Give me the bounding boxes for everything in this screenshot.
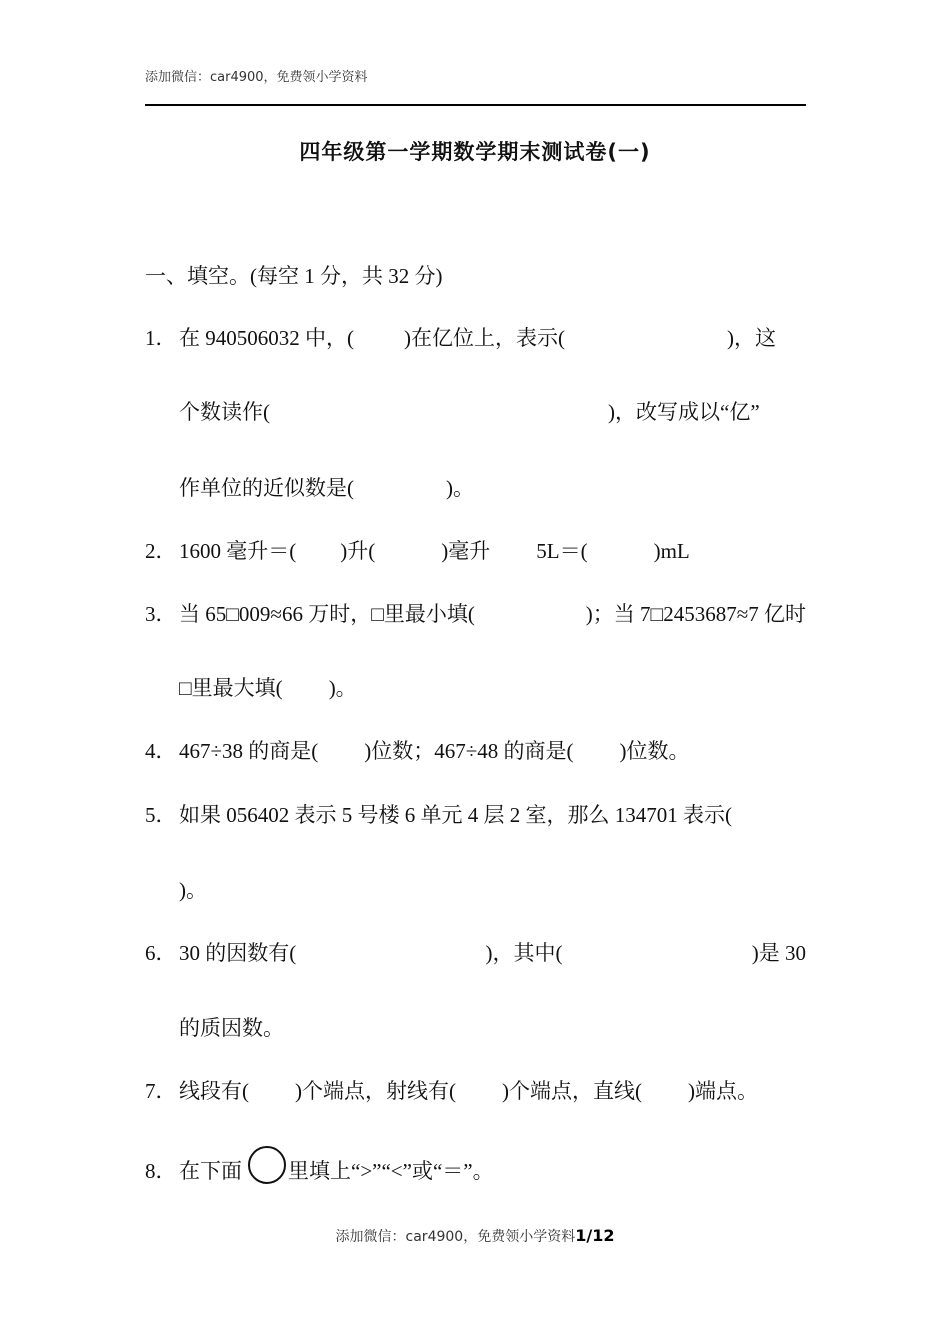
q7-text-d: )端点。: [688, 1079, 758, 1103]
q2-text-b: )升(: [340, 539, 376, 563]
q1-text-a: 在 940506032 中，(: [179, 326, 354, 350]
q4-text-c: )位数。: [619, 739, 690, 763]
q1-text-l2b: )，改写成以“亿”: [608, 400, 760, 424]
question-number: 1．: [145, 326, 177, 350]
q7-text-b: )个端点，射线有(: [295, 1079, 456, 1103]
q1-text-l2a: 个数读作(: [179, 400, 270, 424]
circle-icon: [248, 1146, 286, 1184]
q8-text-a: 在下面: [179, 1159, 242, 1183]
question-number: 8．: [145, 1159, 177, 1183]
q3-text-a: 当 65□009≈66 万时，□里最小填(: [179, 602, 475, 626]
question-8: [145, 1146, 806, 1185]
question-4: [145, 737, 806, 765]
q2-text-c: )毫升: [441, 539, 491, 563]
q2-text-d: 5L＝(: [536, 539, 588, 563]
question-3-line-2: [179, 674, 806, 702]
question-number: 5．: [145, 803, 177, 827]
question-number: 3．: [145, 602, 177, 626]
question-1-line-1: [145, 324, 806, 352]
question-number: 4．: [145, 739, 177, 763]
q3-text-l2a: □里最大填(: [179, 676, 283, 700]
question-5-line-2: )。: [179, 878, 207, 902]
q1-text-l3b: )。: [446, 476, 474, 500]
question-number: 6．: [145, 941, 177, 965]
question-1-line-2: [179, 398, 806, 426]
page-title: 四年级第一学期数学期末测试卷(一): [299, 140, 651, 164]
q2-text-e: )mL: [653, 539, 690, 563]
q1-text-c: )，这: [727, 326, 776, 350]
q3-text-b: )；当 7□2453687≈7 亿时: [585, 602, 806, 626]
q6-text-c: )是 30: [751, 941, 806, 965]
question-5-line-1: [145, 801, 806, 829]
q7-text-a: 线段有(: [179, 1079, 249, 1103]
footer-watermark: 添加微信：car4900，免费领小学资料: [335, 1229, 576, 1245]
q4-text-a: 467÷38 的商是(: [179, 739, 319, 763]
q6-text-b: )，其中(: [485, 941, 563, 965]
q7-text-c: )个端点，直线(: [502, 1079, 642, 1103]
header-watermark: 添加微信：car4900，免费领小学资料: [145, 70, 368, 85]
section-heading: 一、填空。(每空 1 分，共 32 分): [145, 264, 443, 288]
q1-text-l3: 作单位的近似数是(: [179, 476, 354, 500]
question-6-line-2: 的质因数。: [179, 1016, 284, 1040]
q2-text-a: 1600 毫升＝(: [179, 539, 297, 563]
q8-text-b: 里填上“>”“<”或“＝”。: [288, 1159, 494, 1183]
page-total: 12: [592, 1226, 615, 1245]
question-3-line-1: [145, 600, 806, 628]
header-rule: [145, 104, 806, 106]
q3-text-l2b: )。: [328, 676, 357, 700]
q1-text-b: )在亿位上，表示(: [404, 326, 565, 350]
q4-text-b: )位数；467÷48 的商是(: [364, 739, 574, 763]
q5-text-a: 如果 056402 表示 5 号楼 6 单元 4 层 2 室，那么 134701 表示(: [179, 803, 732, 827]
question-1-line-3: [179, 474, 806, 502]
question-number: 2．: [145, 539, 177, 563]
question-number: 7．: [145, 1079, 177, 1103]
q6-text-a: 30 的因数有(: [179, 941, 297, 965]
page-number: 1: [575, 1226, 587, 1245]
question-6-line-1: [145, 939, 806, 967]
question-2: [145, 537, 806, 565]
page-separator: /: [586, 1226, 593, 1245]
question-7: [145, 1077, 806, 1105]
footer: [0, 1226, 950, 1246]
